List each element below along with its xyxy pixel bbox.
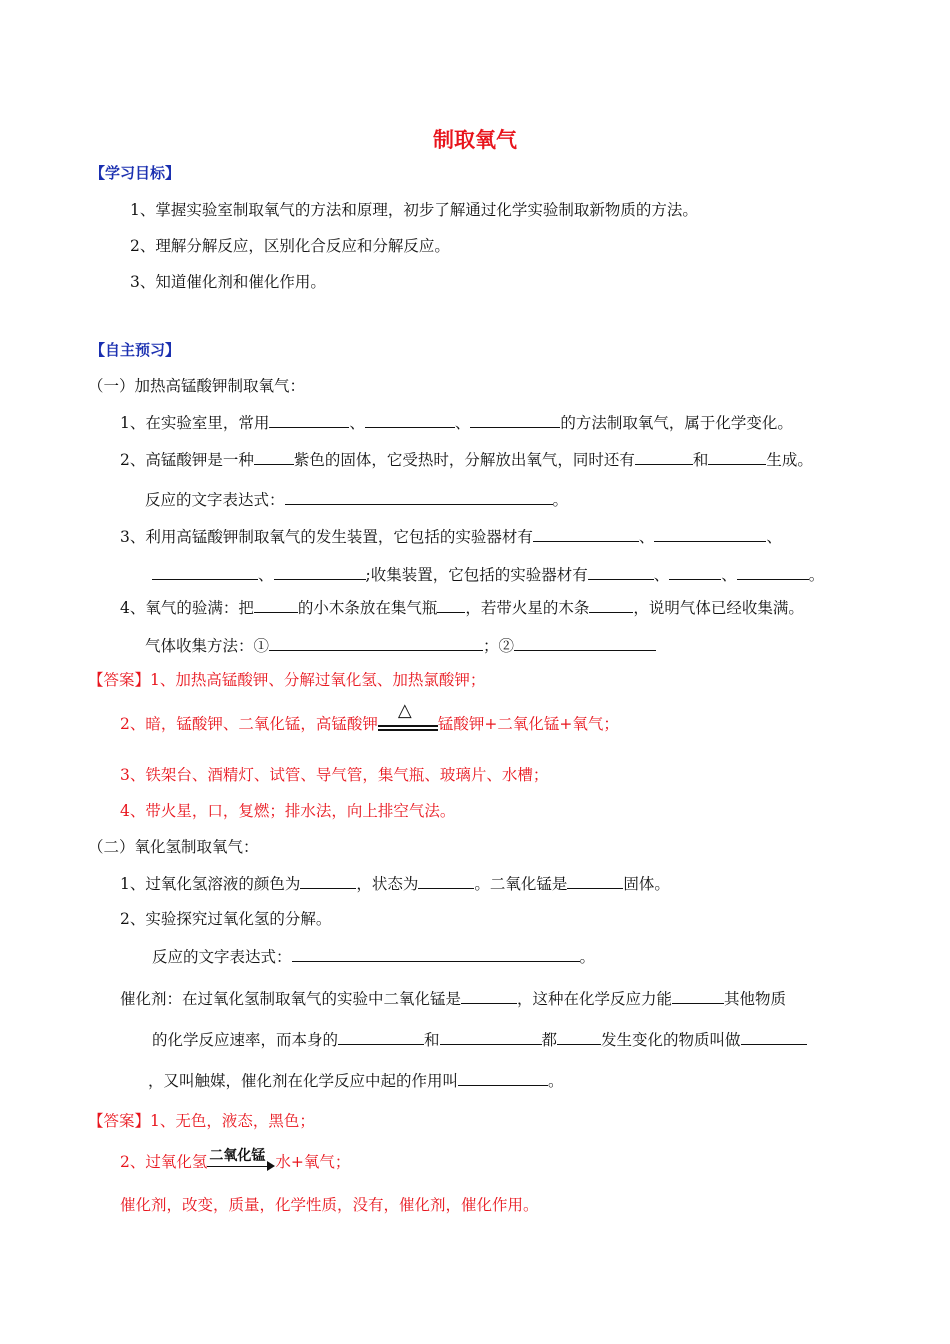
answer-2-line-2: 2、过氧化氢 二氧化锰 水+氧气； bbox=[120, 1152, 350, 1174]
part2-question-2: 2、实验探究过氧化氢的分解。 bbox=[120, 910, 332, 928]
answer-1-line-3: 3、铁架台、酒精灯、试管、导气管，集气瓶、玻璃片、水槽； bbox=[120, 766, 549, 784]
question-3: 3、利用高锰酸钾制取氧气的发生装置，它包括的实验器材有 、 、 bbox=[120, 528, 782, 546]
learning-goals-header: 【学习目标】 bbox=[90, 164, 181, 182]
answer-1-line-2: 2、暗，锰酸钾、二氧化锰，高锰酸钾 △ 锰酸钾+二氧化锰+氧气； bbox=[120, 700, 619, 733]
part2-question-1: 1、过氧化氢溶液的颜色为 ，状态为 。二氧化锰是 固体。 bbox=[120, 875, 670, 893]
question-4-collection: 气体收集方法：① ；② bbox=[145, 635, 656, 656]
answer-2-line-1: 【答案】1、无色，液态，黑色； bbox=[88, 1112, 315, 1130]
question-2-expression: 反应的文字表达式： 。 bbox=[145, 491, 569, 509]
part2-title: （二）氧化氢制取氧气： bbox=[88, 838, 259, 856]
page-title: 制取氧气 bbox=[433, 128, 517, 152]
answer-1-line-1: 【答案】1、加热高锰酸钾、分解过氧化氢、加热氯酸钾； bbox=[88, 671, 486, 689]
catalyst-line-2: 的化学反应速率，而本身的 和 都 发生变化的物质叫做 bbox=[152, 1029, 807, 1050]
catalyst-line-3: ，又叫触媒，催化剂在化学反应中起的作用叫 。 bbox=[148, 1072, 564, 1090]
goal-item-3: 3、知道催化剂和催化作用。 bbox=[130, 273, 326, 291]
question-1: 1、在实验室里，常用 、 、 的方法制取氧气，属于化学变化。 bbox=[120, 414, 793, 432]
part2-expression: 反应的文字表达式： 。 bbox=[152, 948, 596, 966]
answer-2-line-3: 催化剂，改变，质量，化学性质，没有，催化剂，催化作用。 bbox=[120, 1196, 539, 1214]
part1-title: （一）加热高锰酸钾制取氧气： bbox=[88, 377, 306, 395]
goal-item-1: 1、掌握实验室制取氧气的方法和原理，初步了解通过化学实验制取新物质的方法。 bbox=[130, 201, 698, 219]
question-3-cont: 、 ;收集装置，它包括的实验器材有 、 、 。 bbox=[152, 564, 824, 585]
answer-1-line-4: 4、带火星，口，复燃；排水法，向上排空气法。 bbox=[120, 802, 456, 820]
catalyst-line-1: 催化剂：在过氧化氢制取氧气的实验中二氧化锰是 ，这种在化学反应力能 其他物质 bbox=[120, 990, 787, 1008]
heat-equals-sign: △ bbox=[378, 715, 438, 735]
question-2: 2、高锰酸钾是一种 紫色的固体，它受热时，分解放出氧气，同时还有 和 生成。 bbox=[120, 451, 813, 469]
question-4: 4、氧气的验满：把 的小木条放在集气瓶 ，若带火星的木条 ，说明气体已经收集满。 bbox=[120, 599, 804, 617]
self-study-header: 【自主预习】 bbox=[90, 341, 181, 359]
goal-item-2: 2、理解分解反应，区别化合反应和分解反应。 bbox=[130, 237, 450, 255]
catalyst-reaction-arrow: 二氧化锰 bbox=[207, 1152, 275, 1174]
